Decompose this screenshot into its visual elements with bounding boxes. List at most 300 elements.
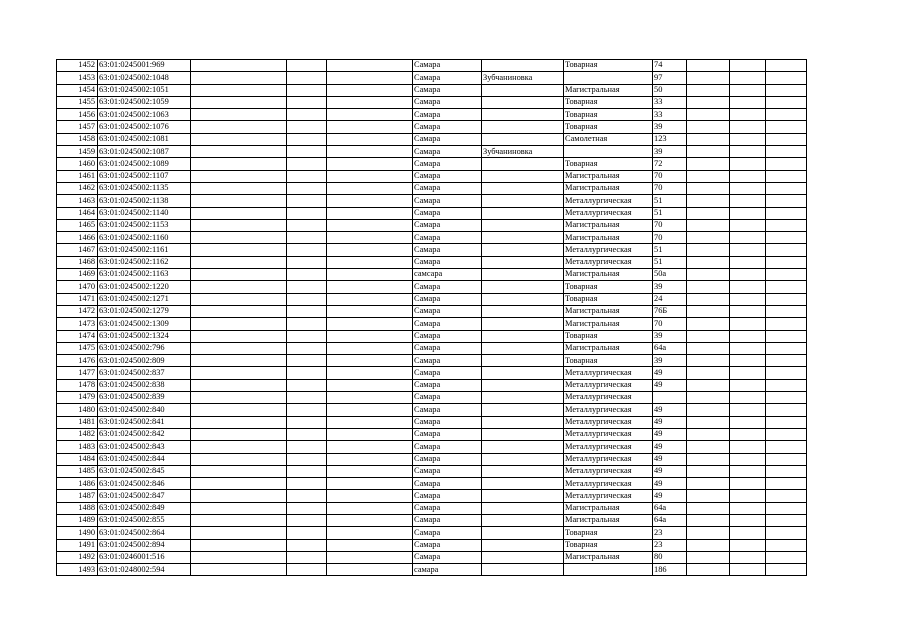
district-cell (482, 441, 564, 453)
col-12-cell (766, 146, 807, 158)
col-11-cell (730, 404, 766, 416)
col-5-cell (327, 219, 413, 231)
district-cell (482, 342, 564, 354)
house-number-cell: 50 (653, 84, 687, 96)
col-11-cell (730, 146, 766, 158)
col-12-cell (766, 367, 807, 379)
street-cell: Магистральная (564, 551, 653, 563)
col-11-cell (730, 453, 766, 465)
col-12-cell (766, 514, 807, 526)
row-number-cell: 1464 (57, 207, 98, 219)
col-12-cell (766, 232, 807, 244)
cadastral-number-cell: 63:01:0245002:845 (98, 465, 191, 477)
col-10-cell (687, 305, 730, 317)
district-cell (482, 453, 564, 465)
table-row (57, 551, 807, 563)
col-11-cell (730, 367, 766, 379)
col-10-cell (687, 490, 730, 502)
col-11-cell (730, 269, 766, 281)
city-cell: Самара (413, 207, 482, 219)
col-3-cell (191, 170, 287, 182)
city-cell: Самара (413, 60, 482, 72)
district-cell (482, 490, 564, 502)
col-3-cell (191, 416, 287, 428)
col-11-cell (730, 96, 766, 108)
house-number-cell: 51 (653, 195, 687, 207)
col-12-cell (766, 219, 807, 231)
cadastral-number-cell: 63:01:0245002:837 (98, 367, 191, 379)
col-10-cell (687, 367, 730, 379)
col-3-cell (191, 551, 287, 563)
col-3-cell (191, 428, 287, 440)
house-number-cell: 49 (653, 490, 687, 502)
col-10-cell (687, 244, 730, 256)
street-cell: Металлургическая (564, 478, 653, 490)
cadastral-number-cell: 63:01:0245002:1076 (98, 121, 191, 133)
house-number-cell: 39 (653, 281, 687, 293)
col-12-cell (766, 269, 807, 281)
table-row (57, 355, 807, 367)
city-cell: Самара (413, 527, 482, 539)
col-10-cell (687, 441, 730, 453)
cadastral-number-cell: 63:01:0245002:1271 (98, 293, 191, 305)
street-cell: Самолетная (564, 133, 653, 145)
row-number-cell: 1486 (57, 478, 98, 490)
col-12-cell (766, 490, 807, 502)
col-12-cell (766, 293, 807, 305)
col-4-cell (287, 404, 327, 416)
district-cell (482, 256, 564, 268)
col-3-cell (191, 404, 287, 416)
row-number-cell: 1487 (57, 490, 98, 502)
col-5-cell (327, 146, 413, 158)
col-5-cell (327, 170, 413, 182)
district-cell (482, 330, 564, 342)
cadastral-number-cell: 63:01:0245002:1059 (98, 96, 191, 108)
city-cell: Самара (413, 441, 482, 453)
row-number-cell: 1485 (57, 465, 98, 477)
col-4-cell (287, 367, 327, 379)
col-3-cell (191, 527, 287, 539)
street-cell: Металлургическая (564, 256, 653, 268)
col-4-cell (287, 256, 327, 268)
city-cell: Самара (413, 121, 482, 133)
street-cell: Товарная (564, 355, 653, 367)
col-4-cell (287, 96, 327, 108)
col-3-cell (191, 367, 287, 379)
col-3-cell (191, 318, 287, 330)
col-3-cell (191, 392, 287, 404)
district-cell (482, 158, 564, 170)
col-5-cell (327, 527, 413, 539)
col-4-cell (287, 219, 327, 231)
district-cell (482, 367, 564, 379)
cadastral-number-cell: 63:01:0245002:839 (98, 392, 191, 404)
col-5-cell (327, 96, 413, 108)
city-cell: Самара (413, 514, 482, 526)
col-3-cell (191, 465, 287, 477)
cadastral-number-cell: 63:01:0245002:1089 (98, 158, 191, 170)
house-number-cell: 39 (653, 121, 687, 133)
col-12-cell (766, 465, 807, 477)
cadastral-number-cell: 63:01:0245002:838 (98, 379, 191, 391)
col-3-cell (191, 244, 287, 256)
row-number-cell: 1453 (57, 72, 98, 84)
col-4-cell (287, 244, 327, 256)
col-11-cell (730, 379, 766, 391)
city-cell: Самара (413, 392, 482, 404)
col-3-cell (191, 133, 287, 145)
district-cell (482, 232, 564, 244)
col-4-cell (287, 232, 327, 244)
row-number-cell: 1470 (57, 281, 98, 293)
col-5-cell (327, 551, 413, 563)
city-cell: Самара (413, 256, 482, 268)
street-cell: Металлургическая (564, 490, 653, 502)
city-cell: Самара (413, 146, 482, 158)
street-cell: Металлургическая (564, 244, 653, 256)
col-3-cell (191, 158, 287, 170)
district-cell (482, 207, 564, 219)
row-number-cell: 1482 (57, 428, 98, 440)
col-12-cell (766, 195, 807, 207)
row-number-cell: 1456 (57, 109, 98, 121)
col-4-cell (287, 527, 327, 539)
col-12-cell (766, 158, 807, 170)
cadastral-number-cell: 63:01:0245002:1107 (98, 170, 191, 182)
col-11-cell (730, 195, 766, 207)
cadastral-number-cell: 63:01:0245002:864 (98, 527, 191, 539)
col-12-cell (766, 564, 807, 576)
street-cell: Металлургическая (564, 465, 653, 477)
col-4-cell (287, 355, 327, 367)
cadastral-number-cell: 63:01:0245002:1309 (98, 318, 191, 330)
col-4-cell (287, 428, 327, 440)
street-cell: Магистральная (564, 514, 653, 526)
cadastral-number-cell: 63:01:0245002:796 (98, 342, 191, 354)
street-cell: Металлургическая (564, 453, 653, 465)
street-cell: Товарная (564, 96, 653, 108)
col-3-cell (191, 379, 287, 391)
col-4-cell (287, 72, 327, 84)
col-4-cell (287, 281, 327, 293)
house-number-cell: 80 (653, 551, 687, 563)
col-10-cell (687, 146, 730, 158)
cadastral-number-cell: 63:01:0245002:1160 (98, 232, 191, 244)
col-11-cell (730, 564, 766, 576)
house-number-cell: 49 (653, 453, 687, 465)
col-3-cell (191, 232, 287, 244)
house-number-cell: 49 (653, 404, 687, 416)
district-cell (482, 244, 564, 256)
col-4-cell (287, 109, 327, 121)
col-4-cell (287, 84, 327, 96)
row-number-cell: 1460 (57, 158, 98, 170)
col-11-cell (730, 490, 766, 502)
district-cell: Зубчаниновка (482, 72, 564, 84)
house-number-cell: 70 (653, 170, 687, 182)
col-5-cell (327, 256, 413, 268)
row-number-cell: 1481 (57, 416, 98, 428)
district-cell (482, 182, 564, 194)
col-11-cell (730, 244, 766, 256)
col-11-cell (730, 416, 766, 428)
row-number-cell: 1493 (57, 564, 98, 576)
house-number-cell: 33 (653, 109, 687, 121)
street-cell: Металлургическая (564, 428, 653, 440)
table-row (57, 318, 807, 330)
col-10-cell (687, 293, 730, 305)
col-5-cell (327, 293, 413, 305)
street-cell: Магистральная (564, 305, 653, 317)
table-row (57, 146, 807, 158)
col-12-cell (766, 244, 807, 256)
col-3-cell (191, 514, 287, 526)
col-12-cell (766, 502, 807, 514)
col-5-cell (327, 379, 413, 391)
table-row (57, 207, 807, 219)
cadastral-number-cell: 63:01:0245002:1163 (98, 269, 191, 281)
col-5-cell (327, 441, 413, 453)
col-10-cell (687, 416, 730, 428)
col-4-cell (287, 158, 327, 170)
street-cell: Металлургическая (564, 441, 653, 453)
col-11-cell (730, 232, 766, 244)
street-cell: Товарная (564, 281, 653, 293)
table-row (57, 392, 807, 404)
col-4-cell (287, 207, 327, 219)
data-table (56, 59, 807, 576)
col-10-cell (687, 527, 730, 539)
cadastral-number-cell: 63:01:0248002:594 (98, 564, 191, 576)
col-5-cell (327, 72, 413, 84)
house-number-cell: 49 (653, 379, 687, 391)
col-11-cell (730, 502, 766, 514)
col-3-cell (191, 182, 287, 194)
table-row (57, 244, 807, 256)
city-cell: Самара (413, 355, 482, 367)
house-number-cell: 23 (653, 539, 687, 551)
col-10-cell (687, 502, 730, 514)
street-cell: Товарная (564, 293, 653, 305)
street-cell (564, 564, 653, 576)
col-10-cell (687, 281, 730, 293)
table-row (57, 453, 807, 465)
col-4-cell (287, 330, 327, 342)
cadastral-number-cell: 63:01:0246001:516 (98, 551, 191, 563)
street-cell: Товарная (564, 158, 653, 170)
district-cell (482, 465, 564, 477)
cadastral-number-cell: 63:01:0245002:1051 (98, 84, 191, 96)
col-11-cell (730, 478, 766, 490)
house-number-cell: 39 (653, 146, 687, 158)
col-5-cell (327, 342, 413, 354)
col-12-cell (766, 305, 807, 317)
col-10-cell (687, 232, 730, 244)
col-10-cell (687, 465, 730, 477)
col-12-cell (766, 60, 807, 72)
street-cell: Товарная (564, 60, 653, 72)
col-5-cell (327, 539, 413, 551)
col-12-cell (766, 72, 807, 84)
city-cell: Самара (413, 342, 482, 354)
col-3-cell (191, 269, 287, 281)
col-4-cell (287, 478, 327, 490)
col-4-cell (287, 502, 327, 514)
col-5-cell (327, 84, 413, 96)
col-12-cell (766, 392, 807, 404)
house-number-cell: 97 (653, 72, 687, 84)
row-number-cell: 1473 (57, 318, 98, 330)
table-row (57, 367, 807, 379)
street-cell: Магистральная (564, 84, 653, 96)
row-number-cell: 1478 (57, 379, 98, 391)
col-12-cell (766, 342, 807, 354)
cadastral-number-cell: 63:01:0245002:1063 (98, 109, 191, 121)
table-row (57, 305, 807, 317)
col-5-cell (327, 355, 413, 367)
row-number-cell: 1468 (57, 256, 98, 268)
city-cell: Самара (413, 502, 482, 514)
street-cell: Магистральная (564, 182, 653, 194)
col-3-cell (191, 72, 287, 84)
col-11-cell (730, 318, 766, 330)
house-number-cell: 64а (653, 502, 687, 514)
city-cell: Самара (413, 551, 482, 563)
col-4-cell (287, 269, 327, 281)
cadastral-number-cell: 63:01:0245002:809 (98, 355, 191, 367)
city-cell: Самара (413, 379, 482, 391)
col-5-cell (327, 269, 413, 281)
table-row (57, 330, 807, 342)
row-number-cell: 1491 (57, 539, 98, 551)
street-cell: Товарная (564, 330, 653, 342)
col-3-cell (191, 478, 287, 490)
col-12-cell (766, 404, 807, 416)
col-12-cell (766, 170, 807, 182)
col-10-cell (687, 478, 730, 490)
col-10-cell (687, 60, 730, 72)
col-10-cell (687, 342, 730, 354)
col-11-cell (730, 281, 766, 293)
col-12-cell (766, 96, 807, 108)
table-row (57, 60, 807, 72)
col-11-cell (730, 465, 766, 477)
row-number-cell: 1477 (57, 367, 98, 379)
row-number-cell: 1476 (57, 355, 98, 367)
district-cell (482, 318, 564, 330)
col-11-cell (730, 527, 766, 539)
city-cell: самара (413, 564, 482, 576)
col-11-cell (730, 72, 766, 84)
house-number-cell (653, 392, 687, 404)
col-11-cell (730, 330, 766, 342)
house-number-cell: 70 (653, 182, 687, 194)
house-number-cell: 49 (653, 478, 687, 490)
col-5-cell (327, 502, 413, 514)
city-cell: Самара (413, 404, 482, 416)
col-3-cell (191, 293, 287, 305)
col-3-cell (191, 60, 287, 72)
col-5-cell (327, 514, 413, 526)
city-cell: Самара (413, 330, 482, 342)
col-3-cell (191, 195, 287, 207)
col-4-cell (287, 379, 327, 391)
row-number-cell: 1452 (57, 60, 98, 72)
table-row (57, 170, 807, 182)
col-3-cell (191, 281, 287, 293)
col-11-cell (730, 133, 766, 145)
col-4-cell (287, 453, 327, 465)
row-number-cell: 1465 (57, 219, 98, 231)
table-row (57, 72, 807, 84)
district-cell: Зубчаниновка (482, 146, 564, 158)
col-10-cell (687, 256, 730, 268)
col-12-cell (766, 121, 807, 133)
city-cell: Самара (413, 293, 482, 305)
city-cell: Самара (413, 109, 482, 121)
cadastral-number-cell: 63:01:0245002:1135 (98, 182, 191, 194)
col-12-cell (766, 281, 807, 293)
col-4-cell (287, 342, 327, 354)
city-cell: Самара (413, 281, 482, 293)
col-11-cell (730, 158, 766, 170)
street-cell: Магистральная (564, 318, 653, 330)
table-row (57, 195, 807, 207)
row-number-cell: 1490 (57, 527, 98, 539)
col-5-cell (327, 232, 413, 244)
city-cell: Самара (413, 305, 482, 317)
col-5-cell (327, 305, 413, 317)
cadastral-number-cell: 63:01:0245002:1162 (98, 256, 191, 268)
cadastral-number-cell: 63:01:0245002:846 (98, 478, 191, 490)
cadastral-number-cell: 63:01:0245001:969 (98, 60, 191, 72)
col-10-cell (687, 182, 730, 194)
col-4-cell (287, 293, 327, 305)
district-cell (482, 416, 564, 428)
col-10-cell (687, 392, 730, 404)
row-number-cell: 1484 (57, 453, 98, 465)
district-cell (482, 133, 564, 145)
col-11-cell (730, 207, 766, 219)
col-5-cell (327, 207, 413, 219)
table-row (57, 478, 807, 490)
col-11-cell (730, 441, 766, 453)
row-number-cell: 1488 (57, 502, 98, 514)
col-12-cell (766, 539, 807, 551)
col-10-cell (687, 379, 730, 391)
col-5-cell (327, 428, 413, 440)
row-number-cell: 1469 (57, 269, 98, 281)
house-number-cell: 76Б (653, 305, 687, 317)
col-5-cell (327, 158, 413, 170)
house-number-cell: 64а (653, 342, 687, 354)
col-5-cell (327, 318, 413, 330)
row-number-cell: 1483 (57, 441, 98, 453)
district-cell (482, 269, 564, 281)
table-row (57, 404, 807, 416)
col-5-cell (327, 330, 413, 342)
district-cell (482, 293, 564, 305)
col-11-cell (730, 182, 766, 194)
cadastral-number-cell: 63:01:0245002:1048 (98, 72, 191, 84)
col-12-cell (766, 441, 807, 453)
table-row (57, 84, 807, 96)
city-cell: Самара (413, 318, 482, 330)
col-11-cell (730, 342, 766, 354)
table-row (57, 416, 807, 428)
col-3-cell (191, 355, 287, 367)
